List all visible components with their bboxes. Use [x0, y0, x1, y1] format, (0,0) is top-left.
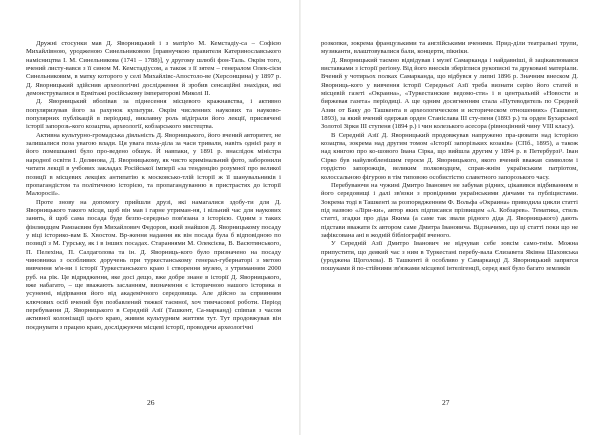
paragraph: У Середній Азії Дмитро Іванович не відчував себе зовсім само-тнім. Можна припустити, що деякий час з ним в Туркестані перебу-вала Єлизавета Яківна Шаховська (уроджена Щоголєва). В Ташкенті й особливо у Самарканді Д. Яворницький запрягся пошуками й по-стійними зв'язками місцевої інтелігенції, серед якої було багато земляків — [321, 240, 578, 273]
right-page — [301, 0, 600, 435]
left-page — [0, 0, 299, 435]
paragraph: Д. Яворницький таємно відвідував і музеї Самарканда і найдавніші, й зацікавлювався виставками з історії регіону. Від його внесків зберіглися рукописні та друковані матеріали. Вчений у чотирьох полках Самарканда, що відбувся у липні 1896 р. Значним внеском Д. Яворниць-кого у вивчення історії Середньої Азії треба визнати серію його статей в місцевій газеті «Окраина», «Туркестанские ведомо-сти» і в центральній «Новости и биржевая газета» періодиці. А ще одним досягненням стала «Путеводитель по Средней Азии от Баку до Ташкента в археологическом и историческом отношениях» (Ташкент, 1893), за який вчений одержав орден Станіслава ІІІ сту-пеня (1893 р.) та орден Бухарської Золотої Зірки ІІІ ступеня (1894 р.) і чин колезького асесора (рівноцінний чину VIII класу). — [321, 56, 578, 131]
paragraph: розкопки, зокрема французькими та англійськими вченими. Прид-діли театральні трупи, музиканти, влаштовувалися бали, концерти, пікніки. — [321, 40, 578, 56]
paragraph: Дружні стосунки мав Д. Яворницький і з матір'ю М. Кемстадіу-са – Софією Михайлівною, уродженою Синельниковою [правнучкою правителя Катеринославського намісництва І. М. Синельникова (1741 – 1788)], у другому шлюбі фон-Таль. Окрім того, вчений листу-вався з її сином М. Кемстадіусом, а також з її зятем – генералом Олек-сієм Синельниковим, в матку которого у селі Михайлівс-Апостоло-ве (Херсонщина) у 1897 р. Д. Яворницький здійснив археологічні дослідження й зробив сенсаційні знахідки, які демонструвалися в Ермітажі російському імператорові Миколі II. — [26, 40, 281, 98]
paragraph: Проте знову на допомогу прийшли друзі, які намагалися здобу-ти для Д. Яворницького такого місця, щоб він мав і гарне утриман-ня, і вільний час для наукових занять, й щоб сама посада буде безпо-середньо пов'язана з історією. Одним з таких фінляндцем Рамзаєвим був Михайлович Федоров, який знайшов Д. Яворницькому посаду у віці історико-вам Б. Хвостом. Вр-ження надання як він посада була б відповідною по позиції з М. Гурську, як і в інших посадах. Стараннями М. Олексієва, В. Васютинського, П. Пелехіна, П. Салдаголова та ін. Д. Яворниць-кого було призначено на посаду чиновника з особливих доручень при туркестанському генерал-губернаторі з метою вивчення м'я-ни і історії Туркестанського краю і створення музею, з утриманням 2000 руб. на рік. Це відрядження, яке досі дещо, вже добре знане в історії Д. Яворницького, вже набагато, – ще вважають засланням, визначення є історичною нашого історика в усуненні, відірвання його від академічного середовища. Але дійсно за сприянням ключових осіб вчений був позбавлений тяжкої таємної, хоч тимчасової роботи. Період перебування Д. Яворницького в Середній Азії (Ташкент, Са-марканд) співпав з часом активної колонізації цього краю, живим культурним життям тут. Тут продовжував він поєднувати з працею краю, досліджуючи місцеві історії, проводячи археологічні — [26, 198, 281, 331]
right-page-text — [321, 40, 578, 274]
page-number: 26 — [147, 398, 155, 407]
left-page-text — [26, 40, 281, 332]
page-number: 27 — [442, 398, 450, 407]
paragraph: Активна культурно-громадська діяльність Д. Яворницького, його вчений авторитет, не залишалися поза увагою влади. Ця увага пола-діла за часи тривали, навіть однієї разу в його помешканні було про-ведено обшук. Й навпаки, у 1891 р. внаслідок міністра народної освіти І. Делянова, Д. Яворницькому, як чисто кримінальний фото, заборонили читати лекції в учбових закладах Російської імперії «за тенденцію розумної про великої позиції в місцевих лекціях антипатію к московсько-тлій історії ж її шанувальників і пропагандістом та політичною історією, та пропагандуванню в пристрастях до історії Малоросії». — [26, 131, 281, 198]
paragraph: Д. Яворницький вболівав за піднесення місцевого кражнавства, і активно популяризував його за рахунок культури. Окрім численних наукових та науково-популярних публікацій в періодиці, виклавну роль відіграли його лекції, присвячені історії запорозь-кого козацтва, археології, кобзарського мистецтва. — [26, 98, 281, 131]
paragraph: В Середній Азії Д. Яворницький продовжував напружено пра-цювати над історією козацтва, зокрема над другим томом «Історії запорізьких козаків» (СПб., 1895), а також над книгою про ко-шового Івана Сірка, що вийшла другим у 1894 р. в Петербурзі¹. Іван Сірко був найулюбленішим героєм Д. Яворницького, якого вчений вважав символом і гордістю запорожців, великим полководцем, справ-жнім українським патріотом, колоссальною фігурою в тім типовою особистістю славетного запорозького часу. — [321, 131, 578, 181]
paragraph: Перебуваючи на чужині Дмитро Іванович не забував рідних, цікавився відбиванням в його середовищі і далі зв'язки з провідними українськими діячами та публіцистами. Зокрема тоді в Ташкенті за розпорядженням Ф. Вольфа «Окраина» приводила цикли статті під назвою «Ліри-ки», автор яких підписався прізвищем «А. Кобзарев». Тематика, стиль статті, згадки про діда Якима (а саме так звали рідного діда Д. Яворницького) дають підстави вважати їх автором саме Дмитра Івановича. Відзначимо, що ці статті поки що не зафіксована ані в жодній бібліографії вченого. — [321, 181, 578, 239]
